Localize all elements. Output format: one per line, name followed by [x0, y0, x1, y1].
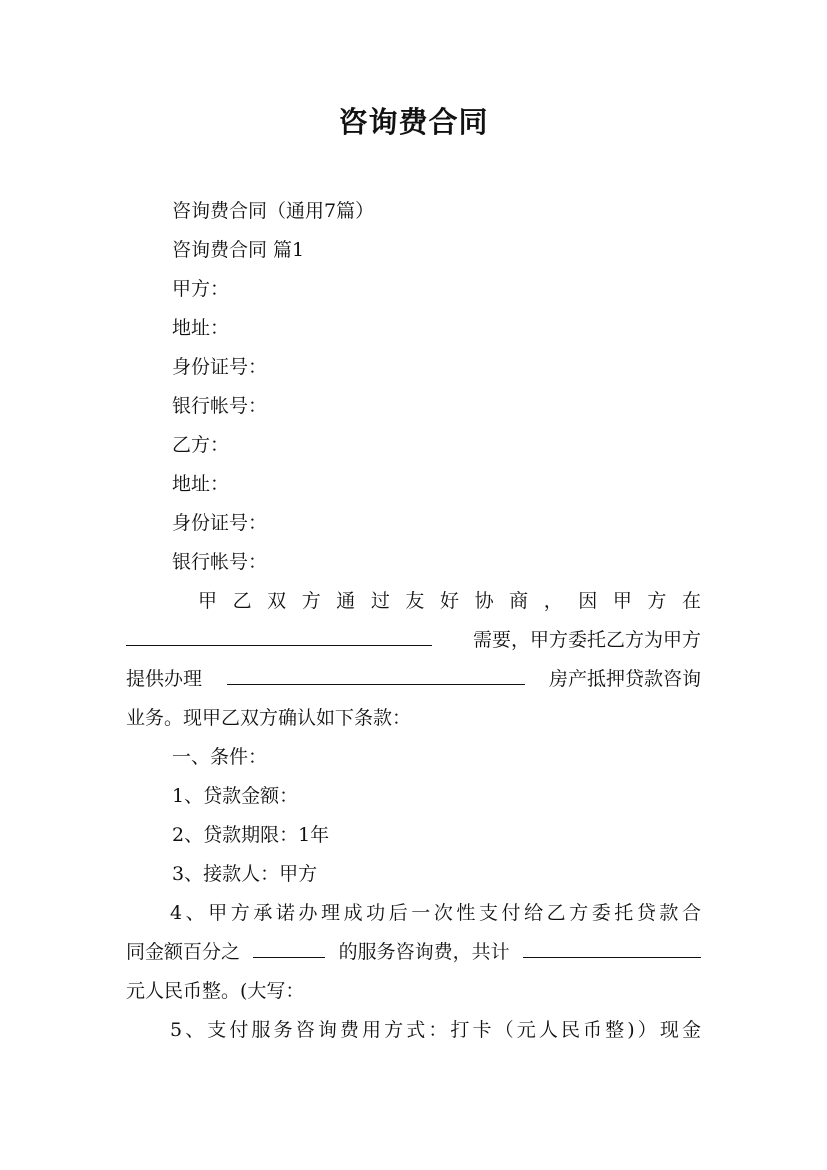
- text-segment: 的服务咨询费，共计: [338, 941, 510, 963]
- text-segment: 需要，甲方委托乙方为甲方: [472, 629, 701, 651]
- subtitle-line: 咨询费合同（通用7篇）: [172, 200, 375, 222]
- text-segment: 提供办理: [126, 668, 203, 690]
- paragraph-intro-line3: [126, 660, 701, 699]
- paragraph-intro-line2: [126, 621, 701, 660]
- text-segment: 同金额百分之: [126, 941, 241, 963]
- party-b-id: 身份证号：: [172, 512, 268, 534]
- document-title: 咨询费合同: [338, 105, 489, 139]
- party-a-bank: 银行帐号：: [172, 395, 268, 417]
- blank-field: [253, 939, 325, 958]
- party-b-bank: 银行帐号：: [172, 551, 268, 573]
- paragraph-intro-line1: 甲乙双方通过友好协商，因甲方在: [198, 590, 701, 612]
- clause-item: 1、贷款金额：: [172, 785, 299, 807]
- clause-4-paragraph: [126, 894, 701, 1011]
- clause-heading: 一、条件：: [172, 746, 268, 768]
- blank-field: [126, 627, 432, 646]
- clause-4-line2: [126, 933, 701, 972]
- clause-5-paragraph: [126, 1011, 701, 1050]
- clause-5-line1: 5、支付服务咨询费用方式：打卡（元人民币整)）现金: [170, 1019, 701, 1041]
- clause-4-line1: 4、甲方承诺办理成功后一次性支付给乙方委托贷款合: [170, 902, 701, 924]
- party-a-address: 地址：: [172, 317, 230, 339]
- party-a-id: 身份证号：: [172, 356, 268, 378]
- party-b-label: 乙方：: [172, 434, 230, 456]
- clause-item: 2、贷款期限：1年: [172, 824, 330, 846]
- blank-field: [523, 939, 701, 958]
- blank-field: [227, 666, 525, 685]
- clause-item: 3、接款人：甲方: [172, 863, 318, 885]
- paragraph-intro-line4: 业务。现甲乙双方确认如下条款：: [126, 707, 412, 729]
- clause-4-line3: 元人民币整。(大写：: [126, 980, 305, 1002]
- text-segment: 房产抵押贷款咨询: [548, 668, 701, 690]
- party-a-label: 甲方：: [172, 278, 230, 300]
- paragraph-intro: [126, 582, 701, 738]
- section-heading: 咨询费合同 篇1: [172, 239, 305, 261]
- party-b-address: 地址：: [172, 473, 230, 495]
